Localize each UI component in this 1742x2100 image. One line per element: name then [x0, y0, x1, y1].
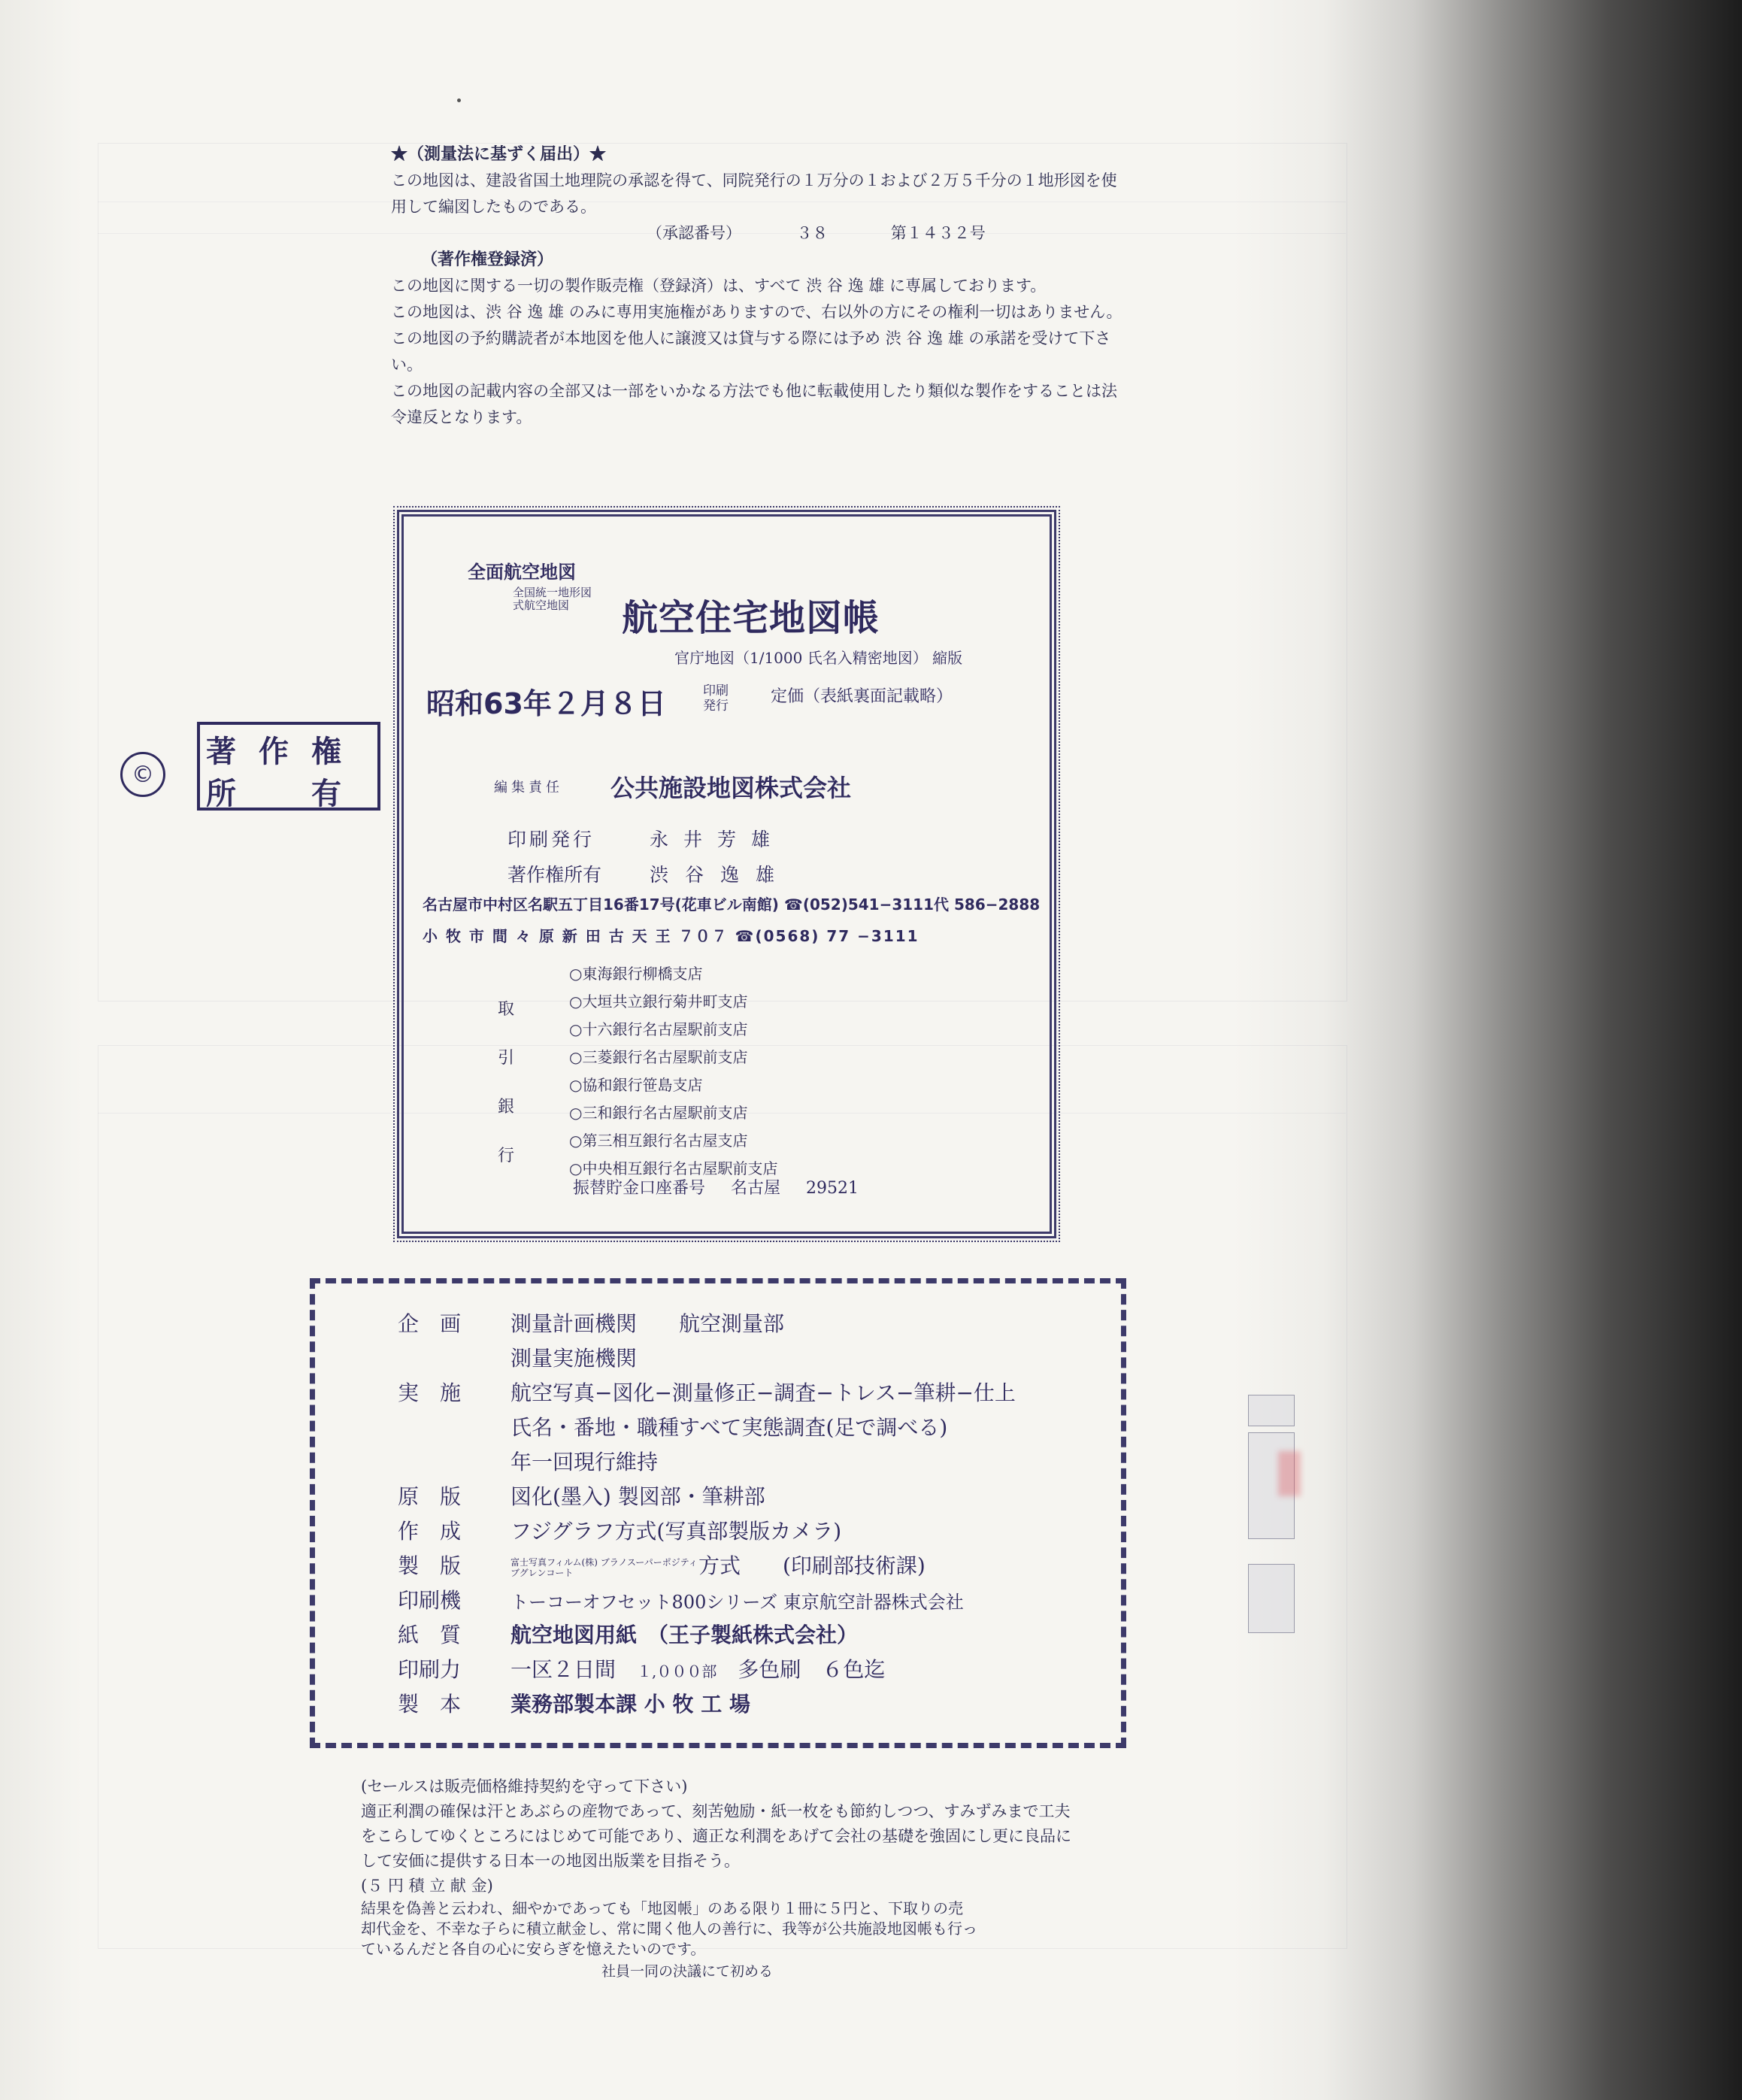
credit-value-group: [510, 1653, 885, 1683]
credit-value: 多色刷 ６色迄: [738, 1657, 886, 1682]
sales-paragraph: 適正利潤の確保は汗とあぶらの産物であって、刻苦勉励・紙一枚をも節約しつつ、すみずみまで工夫をこらしてゆくところにはじめて可能であり、適正な利潤をあげて会社の基礎を強固にし更に良品にして安価に提供する日本一の地図出版業を目指そう。: [361, 1802, 1071, 1870]
notice-para-4: この地図の予約購読者が本地図を他人に譲渡又は貸与する際には予め 渋 谷 逸 雄 の承諾を受けて下さい。: [391, 329, 1111, 374]
credit-value: フジグラフ方式(写真部製版カメラ): [510, 1519, 842, 1544]
approval-line: [391, 220, 1128, 247]
credit-label: 印刷力: [398, 1657, 462, 1682]
notice-heading-copyright: （著作権登録済）: [421, 250, 554, 269]
dot-mark: [457, 98, 461, 102]
survey-notice: [391, 141, 1128, 431]
credit-label: 印刷機: [398, 1588, 462, 1613]
credit-label: 製 本: [398, 1692, 462, 1717]
fund-heading: (５ 円 積 立 献 金): [361, 1877, 493, 1895]
address-nagoya: 名古屋市中村区名駅五丁目16番17号(花車ビル南館) ☎(052)541−3111代 586−2888: [423, 895, 1041, 914]
list-item: ○大垣共立銀行菊井町支店: [569, 992, 748, 1011]
publication-title: 航空住宅地図帳: [622, 597, 880, 639]
editor-label: 編集責任: [494, 780, 563, 795]
copyright-owner-name: 渋谷逸雄: [650, 864, 792, 886]
edge-tab: [1248, 1395, 1295, 1426]
series-sub-label: 全国統一地形図式航空地図: [513, 586, 592, 612]
list-item: ○十六銀行名古屋駅前支店: [569, 1020, 748, 1038]
bank-list: [569, 960, 777, 1183]
copyright-owner-label: 著作権所有: [507, 864, 602, 886]
credit-value: 業務部製本課 小 牧 工 場: [510, 1692, 750, 1717]
credit-label: 企 画: [398, 1311, 462, 1336]
price-label: 定価（表紙裏面記載略）: [771, 687, 953, 706]
credit-value-pre: 一区２日間: [510, 1657, 617, 1682]
transfer-label: 振替貯金口座番号: [573, 1179, 706, 1198]
approval-number: 第１４３２号: [890, 224, 986, 242]
credit-value: トーコーオフセット800シリーズ 東京航空計器株式会社: [510, 1592, 964, 1613]
stamp-line-2: 所有: [206, 777, 417, 811]
list-item: ○中央相互銀行名古屋駅前支店: [569, 1159, 778, 1177]
credit-label: 製 版: [398, 1553, 462, 1578]
credit-value: 図化(墨入) 製図部・筆耕部: [510, 1484, 765, 1509]
print-count: １,０００部: [637, 1662, 717, 1680]
sales-notice: [361, 1774, 1083, 1984]
notice-para-3: この地図は、渋 谷 逸 雄 のみに専用実施権がありますので、右以外の方にその権利一切はありません。: [391, 303, 1122, 321]
credit-value: 年一回現行維持: [510, 1450, 659, 1474]
notice-para-survey: この地図は、建設省国土地理院の承認を得て、同院発行の１万分の１および２万５千分の１地形図を使用して編図したものである。: [391, 171, 1117, 216]
credit-value: 測量実施機関: [510, 1346, 638, 1371]
sales-heading: (セールスは販売価格維持契約を守って下さい): [361, 1777, 688, 1795]
printed-issued-label: 印刷発行: [703, 683, 729, 714]
banks-label: 取引銀行: [498, 1000, 515, 1165]
notice-para-2: この地図に関する一切の製作販売権（登録済）は、すべて 渋 谷 逸 雄 に専属しております。: [391, 277, 1047, 295]
credit-label: 実 施: [398, 1380, 462, 1405]
edge-tab: [1248, 1564, 1295, 1633]
edge-red-mark: [1278, 1451, 1301, 1496]
editor-name: 公共施設地図株式会社: [610, 774, 852, 802]
resolution-note: 社員一同の決議にて初める: [601, 1963, 774, 1980]
edition-label: 官庁地図（1/1000 氏名入精密地図） 縮版: [674, 649, 963, 667]
publication-date: 昭和63年２月８日: [426, 687, 666, 720]
copyright-stamp: [197, 722, 417, 811]
address-komaki: 小 牧 市 間 々 原 新 田 古 天 王 ７０７ ☎(0568) 77 −3111: [423, 927, 919, 945]
transfer-number: 29521: [806, 1179, 859, 1198]
notice-para-5: この地図の記載内容の全部又は一部をいかなる方法でも他に転載使用したり類似な製作をすることは法令違反となります。: [391, 382, 1117, 426]
list-item: ○第三相互銀行名古屋支店: [569, 1132, 748, 1150]
notice-heading-survey: ★（測量法に基ずく届出）★: [391, 144, 607, 164]
stamp-line-1: 著作権: [206, 735, 364, 769]
plate-material: 富士写真フィルム(株) ブラノスーパーポジティブグレンコート: [510, 1556, 698, 1578]
publisher-name: 永井芳雄: [650, 829, 786, 850]
credit-label: 作 成: [398, 1519, 462, 1544]
list-item: ○三菱銀行名古屋駅前支店: [569, 1048, 748, 1066]
copyright-symbol: ©: [120, 752, 165, 797]
transfer-account: [573, 1175, 859, 1198]
credit-label: 原 版: [398, 1484, 462, 1509]
credit-value: 航空地図用紙 （王子製紙株式会社）: [510, 1623, 859, 1647]
transfer-city: 名古屋: [731, 1179, 781, 1198]
fund-paragraph: 結果を偽善と云われ、細やかであっても「地図帳」のある限り１冊に５円と、下取りの売却代金を、不幸な子らに積立献金し、常に聞く他人の善行に、我等が公共施設地図帳も行っているんだと各自の心に安らぎを憶えたいのです。: [361, 1899, 977, 1958]
colophon-box: [397, 510, 1056, 1238]
series-label: 全面航空地図: [468, 562, 576, 583]
list-item: ○協和銀行笹島支店: [569, 1076, 703, 1094]
approval-label: （承認番号）: [647, 224, 741, 242]
credit-label: 紙 質: [398, 1623, 462, 1647]
credit-value: 方式 (印刷部技術課): [698, 1553, 926, 1578]
list-item: ○東海銀行柳橋支店: [569, 965, 703, 983]
credit-value: 氏名・番地・職種すべて実態調査(足で調べる): [510, 1415, 948, 1440]
credit-value: 測量計画機関 航空測量部: [510, 1311, 785, 1336]
credit-value: 航空写真−図化−測量修正−調査−トレス−筆耕−仕上: [510, 1380, 1016, 1405]
credit-value-group: [510, 1550, 926, 1580]
approval-year: ３８: [796, 224, 829, 242]
list-item: ○三和銀行名古屋駅前支店: [569, 1104, 748, 1122]
publisher-label: 印刷発行: [507, 829, 595, 850]
production-credits-box: [310, 1278, 1126, 1748]
